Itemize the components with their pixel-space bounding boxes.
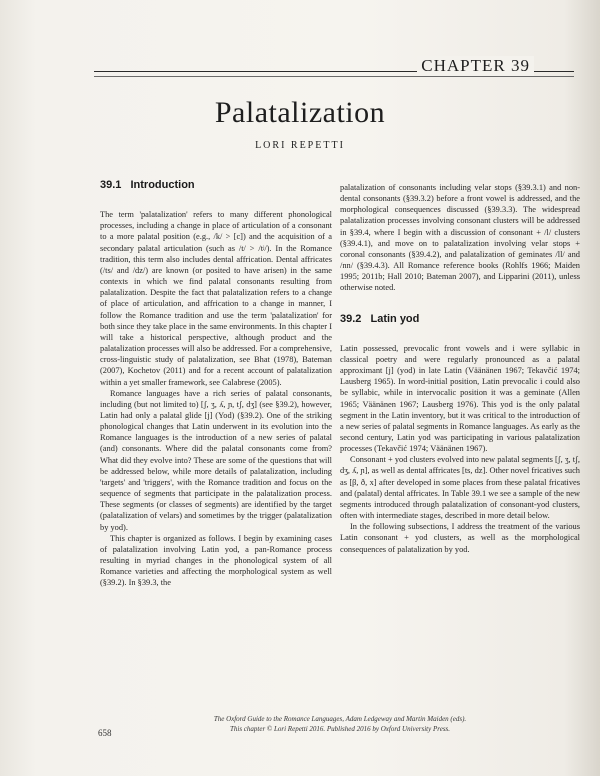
right-column — [340, 182, 580, 555]
paragraph: In the following subsections, I address the treatment of the various Latin consonant + yod clusters, as well as the morphological consequences of palatalization by yod. — [340, 522, 580, 554]
paragraph: Latin possessed, prevocalic front vowels and i were syllabic in classical poetry and were regularly pronounced as a palatal approximant [j] (yod) in late Latin (Väänänen 1967; Tekavčić 1974; Lausberg 1965). In word-initial position, Latin prevocalic i could also be syllabic, while in intervocalic position it was a geminate (Allen 1965; Väänänen 1967; Lausberg 1976). This yod is the only palatal segment in the Latin inventory, but it was critical to the introduction of a new series of palatal segments in Romance languages. As early as the second century, Latin yod was participating in various palatalization processes (Tekavčić 1974; Väänänen 1967). — [340, 343, 580, 454]
chapter-title: Palatalization — [214, 96, 386, 129]
author-name: LORI REPETTI — [255, 140, 345, 151]
section-title: Introduction — [130, 179, 195, 191]
section-number: 39.1 — [100, 179, 122, 191]
section-title: Latin yod — [370, 312, 420, 325]
copyright-footer — [100, 714, 580, 734]
left-column — [100, 180, 332, 588]
section-heading-introduction — [100, 180, 332, 191]
paragraph: Romance languages have a rich series of palatal consonants, including (but not limited to) [ʃ, ʒ, ʎ, ɲ, tʃ, dʒ] (see §39.2), however, Latin had only a palatal glide [j] (Yod) (§39.2). One of the striking phonological changes that Latin underwent in its evolution into the Romance languages is the introduction of a new series of palatal (and) consonants. Where did the palatal consonants come from? What did they evolve into? These are some of the questions that will be addressed below, while more details of palatalization, including 'targets' and 'triggers', with the Romance tradition and focus on the sequence of segments that participate in the palatalization process. These segments (or classes of segments) are identified by the target (palatalization of velars) and sometimes by the trigger (palatalization by yod). — [100, 388, 332, 532]
paragraph: palatalization of consonants including velar stops (§39.3.1) and non-dental consonants (§39.3.2) before a front vowel is addressed, and the morphological consequences discussed (§39.3.3). The widespread palatalization processes involving consonant clusters will be addressed in §39.4, where I begin with a discussion of consonant + /l/ clusters (§39.4.1), and move on to palatalization involving velar stops + coronal consonants (§39.4.2), and palatalization of geminates /ll/ and /nn/ (§39.4.3). All Romance reference books (Rohlfs 1966; Maiden 1995; 2011b; Hall 2010; Bateman 2007), and Lipparini (2011), unless otherwise noted. — [340, 183, 580, 293]
paragraph: The term 'palatalization' refers to many different phonological processes, including a change in place of articulation of a consonant to a more palatal position (e.g., /k/ > [c]) and the acquisition of a secondary palatal articulation (such as /t/ > /tʲ/). In the Romance tradition, this term also includes dental affrication. Dental affricates (/ts/ and /dz/) are known (or posited to have arisen) in the same contexts in which we find palatal consonants resulting from palatalization. Despite the fact that palatalization refers to a change of place of articulation, and affrication to a change in manner, I follow the Romance tradition and use the term 'palatalization' for both since they take place in the same environments. In this chapter I will take a historical perspective, although product and the palatalization processes will also be addressed. For a comprehensive, cross-linguistic study of palatalization, see Bhat (1978), Bateman (2007), Kochetov (2011) and for a recent account of palatalization within a yet smaller framework, see Calabrese (2005). — [100, 210, 332, 387]
section-number: 39.2 — [340, 312, 362, 325]
paragraph: Consonant + yod clusters evolved into new palatal segments [ʃ, ʒ, tʃ, dʒ, ʎ, ɲ], as well as dental affricates [ts, dz]. Other novel fricatives such as [β, ð, x] after developed in some places from these palatal fricatives and (palatal) dental affricates. In Table 39.1 we see a sample of the new segments introduced through palatalization of consonant-yod clusters, often with intermediate stages, described in more detail below. — [340, 455, 580, 521]
section-heading-latin-yod — [340, 314, 580, 325]
footer-line: The Oxford Guide to the Romance Languages, Adam Ledgeway and Martin Maiden (eds). — [213, 715, 467, 723]
top-rule-thin — [94, 76, 574, 77]
page-number: 658 — [98, 728, 112, 738]
chapter-label: CHAPTER 39 — [417, 56, 534, 76]
paragraph: This chapter is organized as follows. I begin by examining cases of palatalization involving Latin yod, a pan-Romance process resulting in myriad changes in the phonological system of all Romance varieties and affecting the morphological system as well (§39.2). In §39.3, the — [100, 533, 332, 588]
footer-line: This chapter © Lori Repetti 2016. Published 2016 by Oxford University Press. — [229, 725, 451, 733]
